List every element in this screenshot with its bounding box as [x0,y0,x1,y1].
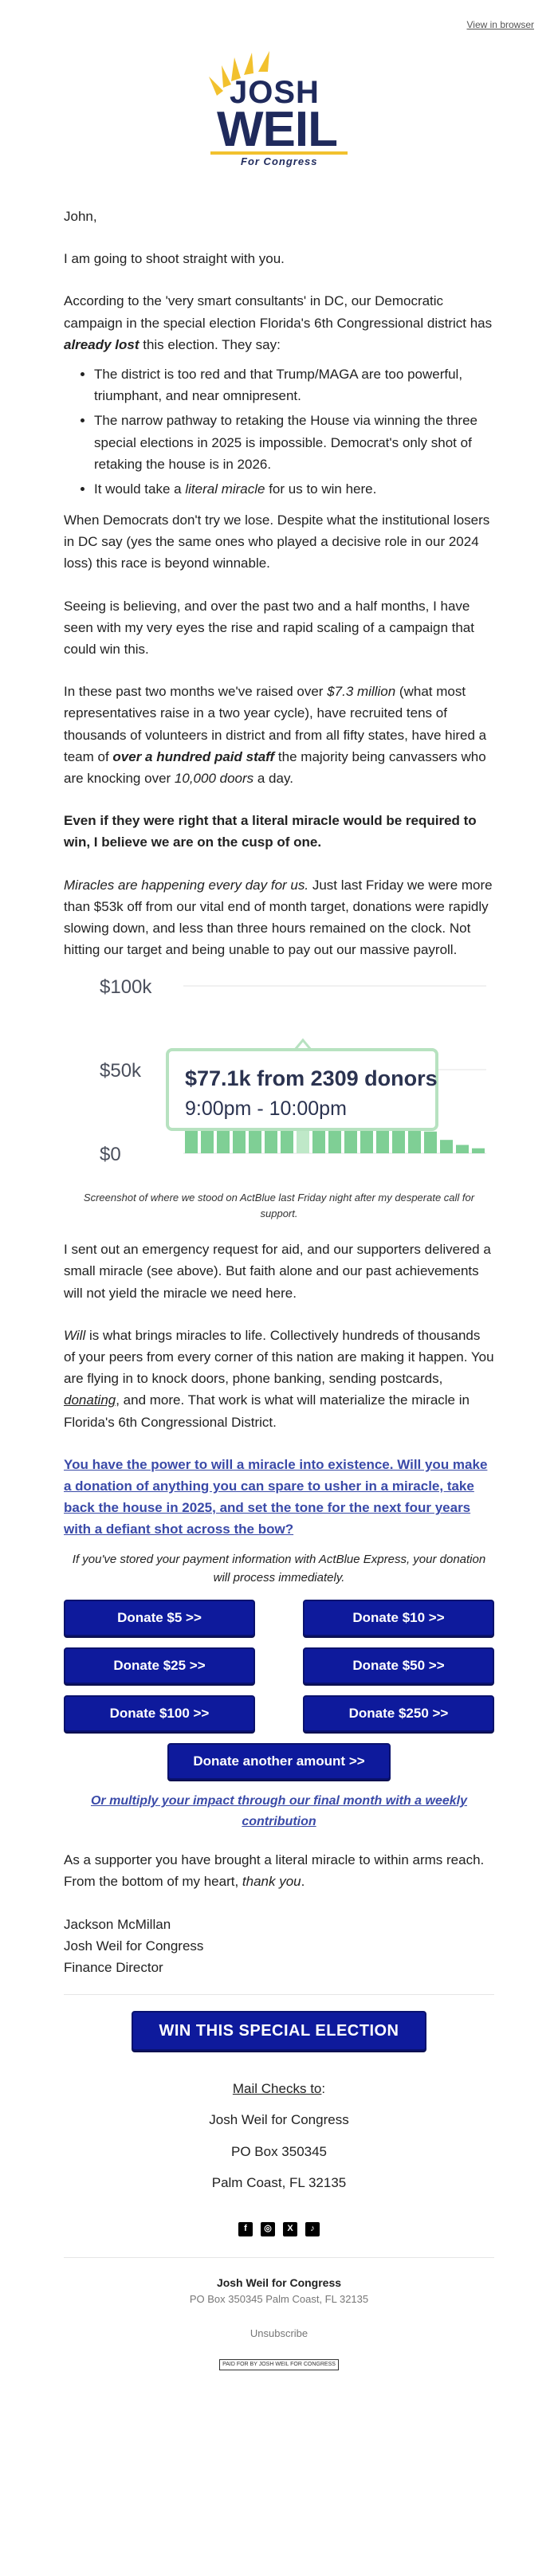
signature-org: Josh Weil for Congress [64,1938,204,1954]
paragraph-democrats: When Democrats don't try we lose. Despite what the institutional losers in DC say (yes the same ones who played a decisive role in our 2024 loss) this race is beyond winnable. [64,512,490,571]
email-body [64,206,494,2372]
footer-org: Josh Weil for Congress [216,2276,342,2289]
tooltip-amount: $77.1k from 2309 donors [185,1066,438,1091]
chart-bar [424,1132,437,1153]
chart-bar [456,1145,469,1154]
paragraph-fundraising: In these past two months we've raised over $7.3 million (what most representatives raise in a two year cycle), have recruited tens of thousands of volunteers in district and from all fifty states, have hired a team of over a hundred paid staff the majority being canvassers who are knocking over 10,000 doors a day. [64,684,487,786]
tooltip-time: 9:00pm - 10:00pm [185,1098,347,1121]
paragraph-emergency: I sent out an emergency request for aid, and our supporters delivered a small miracle (see above). But faith alone and our past achievements will not yield the miracle we need here. [64,1242,491,1301]
greeting: John, [64,209,97,224]
y-tick-label: $50k [100,1060,142,1082]
instagram-icon[interactable]: ◎ [261,2222,275,2236]
paragraph-friday: Miracles are happening every day for us. Just last Friday we were more than $53k off from our vital end of month target, donations were rapidly slowing down, and less than three hours remained on the clock. Not hitting our target and being unable to pay out our massive payroll. [64,877,493,958]
signature [64,1914,494,1979]
view-in-browser-link[interactable]: View in browser [466,19,534,30]
paragraph-seeing: Seeing is believing, and over the past two and a half months, I have seen with my very eyes the rise and rapid scaling of a campaign that could win this. [64,598,474,657]
footer [64,2257,494,2372]
paragraph-will: Will is what brings miracles to life. Collectively hundreds of thousands of your peers from every corner of this nation are making it happen. You are flying in to knock doors, phone banking, sending postcards, donating, and more. That work is what will materialize the miracle in Florida's 6th Congressional District. [64,1327,494,1430]
donate-50-button[interactable]: Donate $50 >> [303,1647,494,1684]
y-tick-label: $100k [100,976,152,999]
x-icon[interactable]: X [283,2222,297,2236]
list-item: • The narrow pathway to retaking the House via winning the three special elections in 2025 is impossible. Democrat's only shot of retaking the house is in 2026. [94,410,494,475]
unsubscribe-link[interactable]: Unsubscribe [250,2327,308,2340]
footer-address: PO Box 350345 Palm Coast, FL 32135 [189,2293,369,2306]
express-note: If you've stored your payment information with ActBlue Express, your donation will process immediately. [72,1552,486,1584]
logo-last-name: WEIL [217,102,337,157]
donate-250-button[interactable]: Donate $250 >> [303,1695,494,1732]
win-election-button[interactable]: WIN THIS SPECIAL ELECTION [132,2011,426,2051]
paragraph-consultants: According to the 'very smart consultants' in DC, our Democratic campaign in the special election Florida's 6th Congressional district has already lost this election. They say: [64,293,493,352]
claims-list [94,363,494,500]
tiktok-icon[interactable]: ♪ [305,2222,320,2236]
donate-button-grid [64,1600,494,1732]
top-bar [0,0,558,35]
donate-5-button[interactable]: Donate $5 >> [64,1600,255,1636]
actblue-chart [64,972,494,1185]
donate-25-button[interactable]: Donate $25 >> [64,1647,255,1684]
campaign-logo [199,49,359,167]
donate-cta-link[interactable]: You have the power to will a miracle into existence. Will you make a donation of anything you can spare to usher in a miracle, take back the house in 2025, and set the tone for the next four years with a defiant shot across the bow? [64,1456,488,1537]
paid-for-disclaimer: PAID FOR BY JOSH WEIL FOR CONGRESS [219,2359,339,2370]
mail-box: PO Box 350345 [230,2143,328,2159]
social-links [64,2222,494,2236]
mail-city: Palm Coast, FL 32135 [211,2174,347,2190]
donate-10-button[interactable]: Donate $10 >> [303,1600,494,1636]
logo-first-name: JOSH [230,75,320,110]
chart-caption: Screenshot of where we stood on ActBlue last Friday night after my desperate call for support. [83,1192,475,1219]
y-tick-label: $0 [100,1144,121,1166]
logo-tagline: For Congress [241,155,318,167]
chart-svg [64,972,494,1185]
list-item: • The district is too red and that Trump/MAGA are too powerful, triumphant, and near omnipresent. [94,363,494,406]
chart-bar [440,1140,453,1153]
mail-org: Josh Weil for Congress [209,2112,349,2128]
paragraph-miracle: Even if they were right that a literal miracle would be required to win, I believe we are on the cusp of one. [64,813,477,850]
mail-checks-block [64,2078,494,2193]
chart-bar [472,1149,485,1153]
weekly-contribution-link[interactable]: Or multiply your impact through our final month with a weekly contribution [90,1794,468,1828]
list-item: • It would take a literal miracle for us to win here. [94,478,494,500]
donate-other-amount-button[interactable]: Donate another amount >> [167,1743,391,1780]
paragraph-intro: I am going to shoot straight with you. [64,251,285,267]
donate-100-button[interactable]: Donate $100 >> [64,1695,255,1732]
divider [64,1994,494,1995]
mail-title: Mail Checks to: [232,2081,326,2097]
signature-name: Jackson McMillan [64,1916,171,1932]
facebook-icon[interactable]: f [238,2222,253,2236]
signature-title: Finance Director [64,1959,163,1975]
paragraph-closing: As a supporter you have brought a literal miracle to within arms reach. From the bottom of my heart, thank you. [64,1852,485,1890]
